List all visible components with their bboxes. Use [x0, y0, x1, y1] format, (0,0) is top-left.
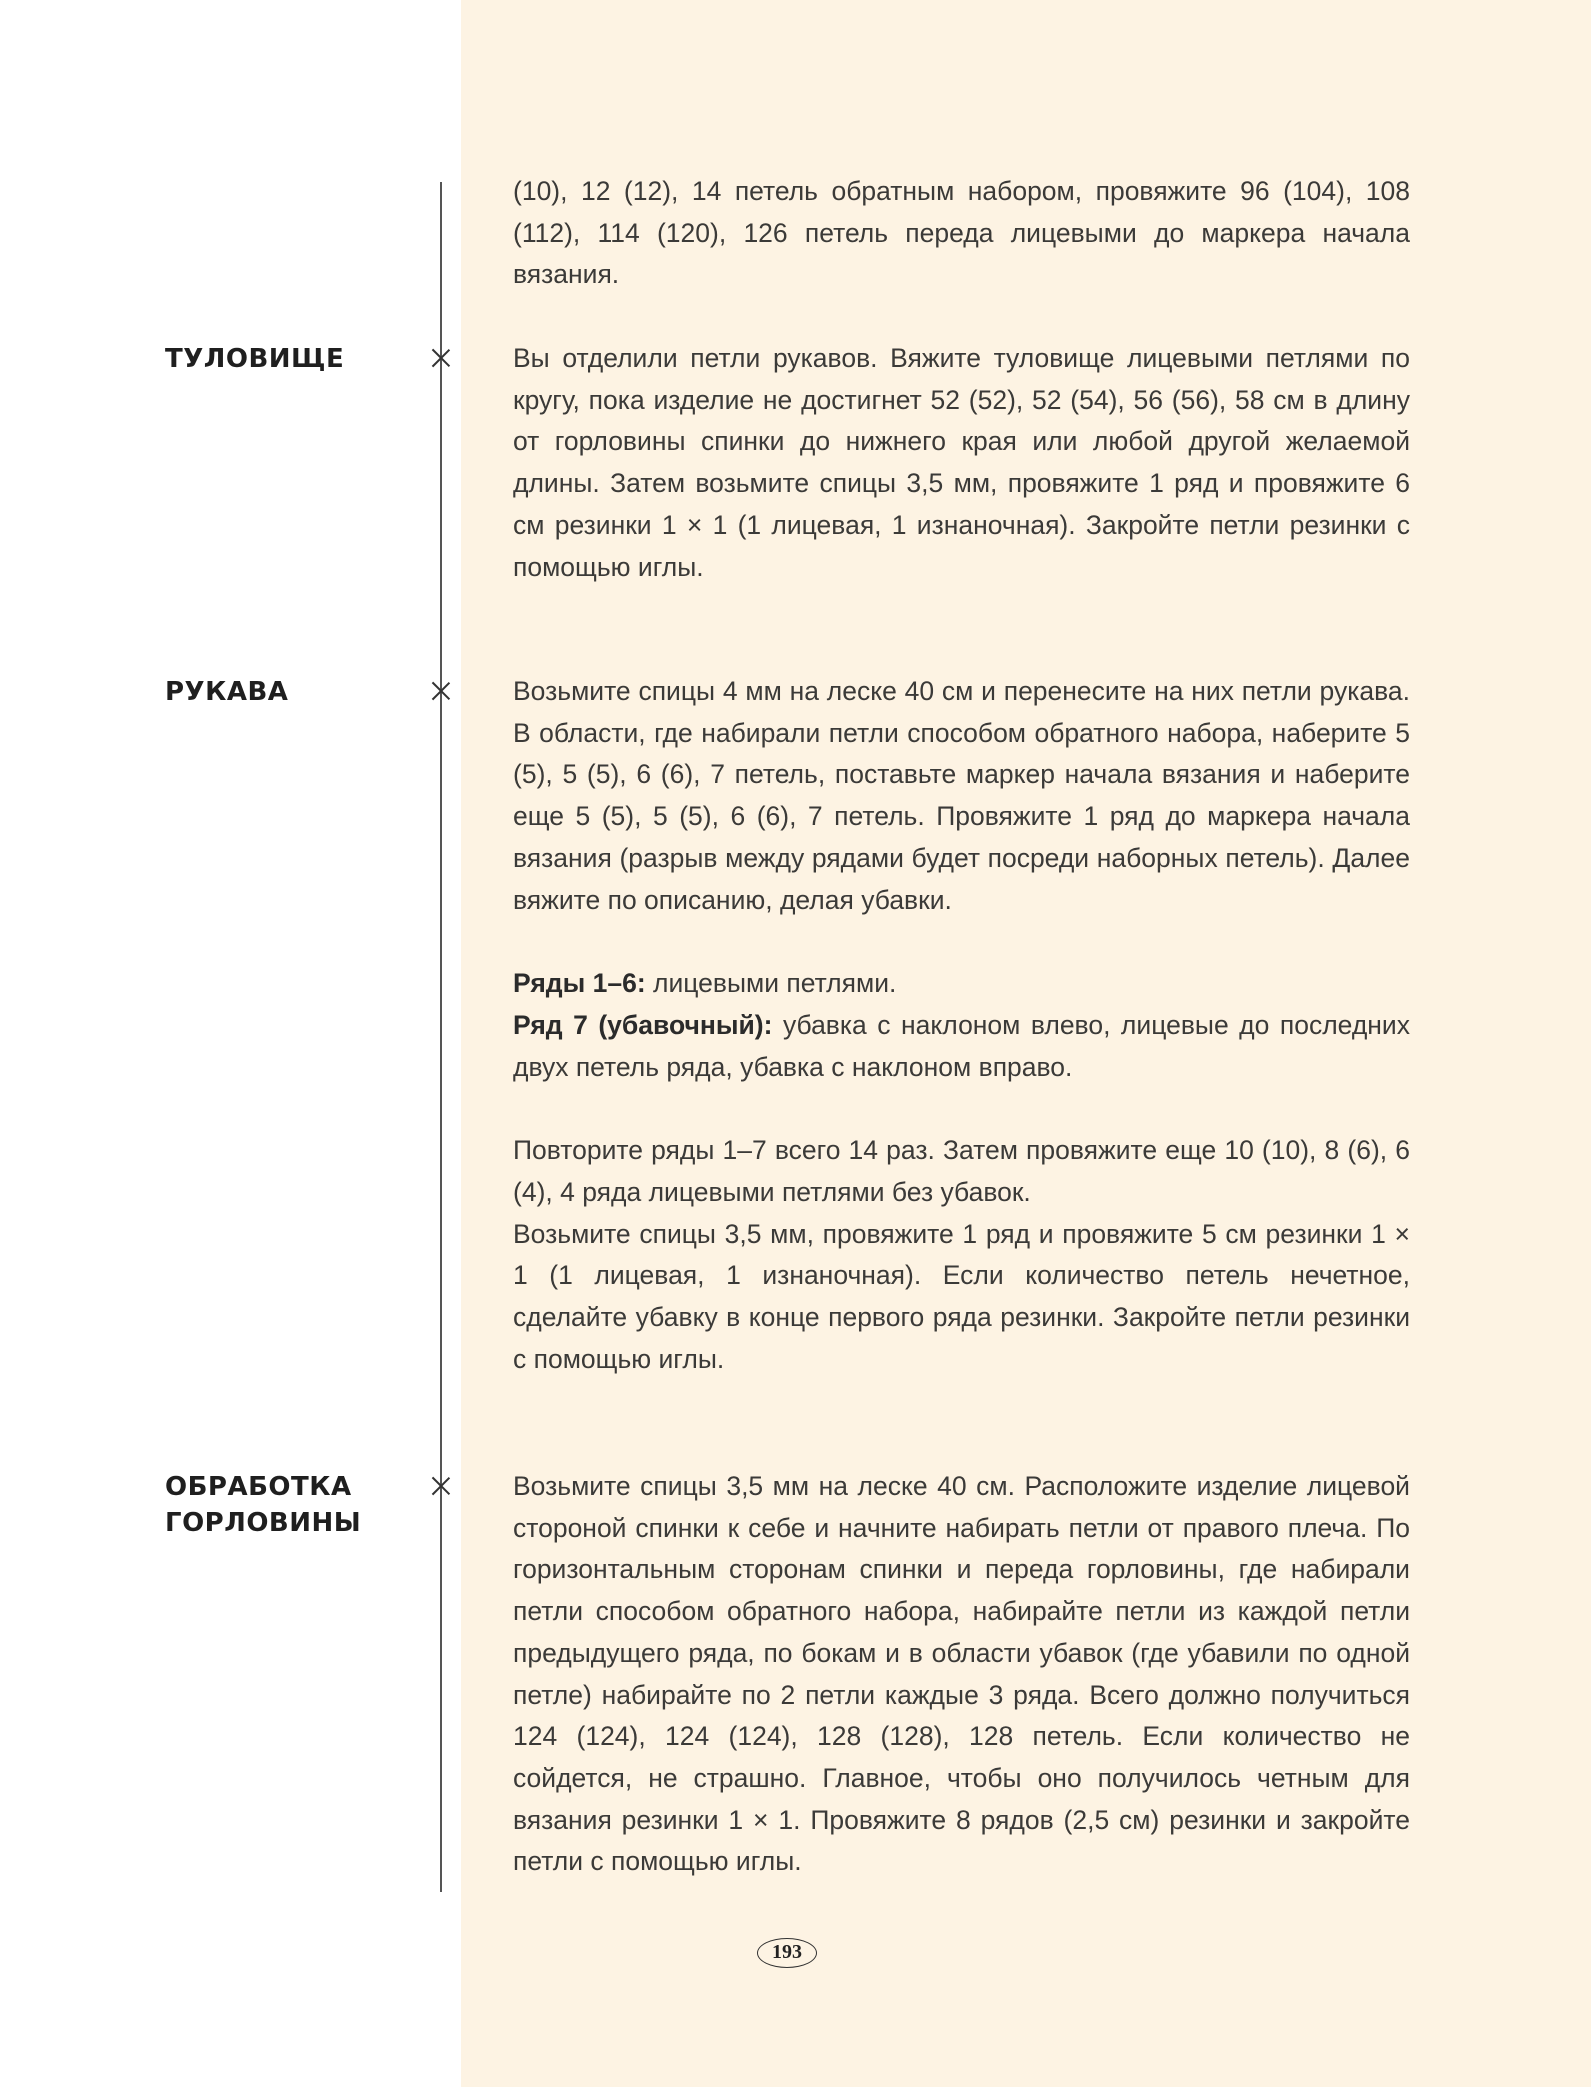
intro-text: (10), 12 (12), 14 петель обратным набором, провяжите 96 (104), 108 (112), 114 (120), 126 петель переда лицевыми до маркера начала вязания. [513, 176, 1410, 290]
body-paragraph: Вы отделили петли рукавов. Вяжите туловище лицевыми петлями по кругу, пока изделие не достигнет 52 (52), 52 (54), 56 (56), 58 см в длину от горловины спинки до нижнего края или любой другой желаемой длины. Затем возьмите спицы 3,5 мм, провяжите 1 ряд и провяжите 6 см резинки 1 × 1 (1 лицевая, 1 изнаночная). Закройте петли резинки с помощью иглы. [513, 343, 1410, 582]
section-sleeves-text [513, 671, 1410, 1381]
row-7-line [513, 1005, 1410, 1088]
page-number: 193 [757, 1938, 817, 1968]
rows-1-6-text: лицевыми петлями. [645, 968, 897, 999]
cross-marker-icon [431, 681, 451, 701]
section-body-text [513, 338, 1410, 588]
cross-marker-icon [431, 1476, 451, 1496]
section-heading-neckline: ОБРАБОТКА ГОРЛОВИНЫ [165, 1472, 362, 1538]
vertical-divider-line [440, 182, 442, 1892]
row-7-label: Ряд 7 (убавочный): [513, 1009, 773, 1040]
sleeves-paragraph-1: Возьмите спицы 4 мм на леске 40 см и перенесите на них петли рукава. В области, где набирали петли способом обратного набора, наберите 5 (5), 5 (5), 6 (6), 7 петель, поставьте маркер начала вязания и наберите еще 5 (5), 5 (5), 6 (6), 7 петель. Провяжите 1 ряд до маркера начала вязания (разрыв между рядами будет посреди наборных петель). Далее вяжите по описанию, делая убавки. [513, 676, 1410, 915]
intro-paragraph [513, 171, 1410, 296]
sleeves-paragraph-2: Повторите ряды 1–7 всего 14 раз. Затем провяжите еще 10 (10), 8 (6), 6 (4), 4 ряда лицевыми петлями без убавок. [513, 1135, 1410, 1208]
row-7-text: убавка с наклоном влево, лицевые до последних двух петель ряда, убавка с наклоном вправо. [513, 1009, 1410, 1082]
section-heading-body: ТУЛОВИЩЕ [165, 344, 345, 374]
sleeves-paragraph-3: Возьмите спицы 3,5 мм, провяжите 1 ряд и провяжите 5 см резинки 1 × 1 (1 лицевая, 1 изнаночная). Если количество петель нечетное, сделайте убавку в конце первого ряда резинки. Закройте петли резинки с помощью иглы. [513, 1218, 1410, 1374]
cross-marker-icon [431, 348, 451, 368]
neckline-paragraph: Возьмите спицы 3,5 мм на леске 40 см. Расположите изделие лицевой стороной спинки к себе и начните набирать петли от правого плеча. По горизонтальным сторонам спинки и переда горловины, где набирали петли способом обратного набора, набирайте петли из каждой петли предыдущего ряда, по бокам и в области убавок (где убавили по одной петле) набирайте по 2 петли каждые 3 ряда. Всего должно получиться 124 (124), 124 (124), 128 (128), 128 петель. Если количество не сойдется, не страшно. Главное, чтобы оно получилось четным для вязания резинки 1 × 1. Провяжите 8 рядов (2,5 см) резинки и закройте петли с помощью иглы. [513, 1471, 1410, 1877]
section-neckline-text [513, 1466, 1410, 1883]
section-heading-sleeves: РУКАВА [165, 677, 289, 707]
rows-1-6-line [513, 963, 1410, 1005]
rows-1-6-label: Ряды 1–6: [513, 968, 646, 999]
